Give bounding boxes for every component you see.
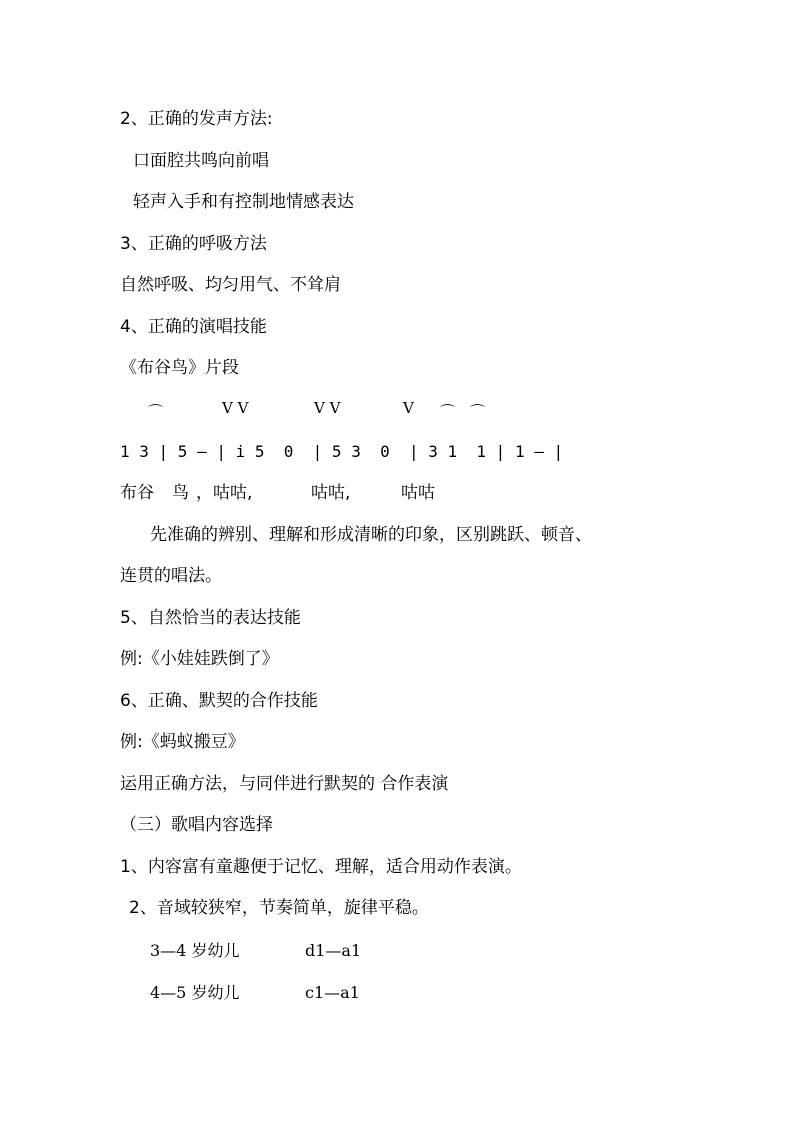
text-example: 例:《蚂蚁搬豆》 <box>120 732 245 752</box>
heading-breathing: 3、正确的呼吸方法 <box>120 234 267 254</box>
score-notation: 1 3 | 5 — | i 5 0 | 5 3 0 | 3 1 1 | 1 — | <box>120 442 564 461</box>
breath-mark: V V <box>222 399 249 417</box>
text-song-excerpt: 《布谷鸟》片段 <box>120 358 239 378</box>
slur-mark: ⌒ <box>470 403 486 421</box>
text-content-item: 1、内容富有童趣便于记忆、理解，适合用动作表演。 <box>120 857 522 877</box>
heading-voice-method: 2、正确的发声方法: <box>120 109 273 129</box>
text-resonance: 口面腔共鸣向前唱 <box>133 151 269 171</box>
text-breathing: 自然呼吸、均匀用气、不耸肩 <box>120 275 341 295</box>
breath-mark: V V <box>314 399 341 417</box>
slur-mark: ⌒ <box>148 403 164 421</box>
text-soft-voice: 轻声入手和有控制地情感表达 <box>133 192 354 212</box>
breath-mark: V <box>403 399 414 417</box>
range-value: d1—a1 <box>305 941 362 960</box>
heading-singing-skills: 4、正确的演唱技能 <box>120 317 267 337</box>
slur-mark: ⌒ <box>440 403 456 421</box>
lyric: 咕咕, <box>311 483 351 503</box>
heading-cooperation: 6、正确、默契的合作技能 <box>120 691 318 711</box>
heading-content-selection: （三）歌唱内容选择 <box>120 815 273 835</box>
lyric: 鸟 <box>172 483 189 503</box>
range-age: 4—5 岁幼儿 <box>150 983 240 1002</box>
lyric: 布谷 <box>120 483 154 503</box>
range-value: c1—a1 <box>305 983 360 1002</box>
text-content-item: 2、音域较狭窄，节奏简单，旋律平稳。 <box>129 898 429 918</box>
lyric: ，咕咕, <box>196 483 253 503</box>
text-example: 例:《小娃娃跌倒了》 <box>120 649 279 669</box>
heading-expression: 5、自然恰当的表达技能 <box>120 608 301 628</box>
range-age: 3—4 岁幼儿 <box>150 941 240 960</box>
text-paragraph-cont: 连贯的唱法。 <box>120 566 222 586</box>
lyric: 咕咕 <box>401 483 435 503</box>
text-paragraph: 先准确的辨别、理解和形成清晰的印象，区别跳跃、顿音、 <box>150 525 592 545</box>
text-cooperation: 运用正确方法，与同伴进行默契的 合作表演 <box>120 774 449 794</box>
